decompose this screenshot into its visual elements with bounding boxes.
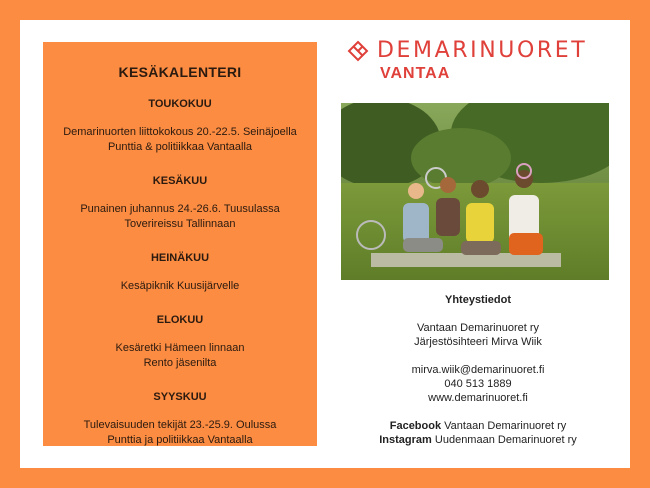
month-heading: SYYSKUU: [153, 391, 207, 403]
facebook-line: [341, 419, 615, 433]
group-picnic-photo: [341, 103, 609, 280]
event-item: Demarinuorten liittokokous 20.-22.5. Seinäjoella: [63, 126, 297, 138]
instagram-line: [341, 433, 615, 447]
contact-phone: 040 513 1889: [444, 378, 512, 390]
month-heading: ELOKUU: [156, 314, 204, 326]
event-item: Punttia ja politiikkaa Vantaalla: [107, 434, 253, 446]
month-events: [43, 202, 317, 232]
facebook-label: Facebook: [389, 420, 442, 432]
month-events: [43, 341, 317, 371]
contact-heading: Yhteystiedot: [444, 294, 511, 306]
month-heading: KESÄKUU: [152, 175, 208, 187]
photo-illustration: [341, 103, 609, 280]
contact-section: [341, 294, 615, 447]
month-events: [43, 279, 317, 294]
contact-secretary: Järjestösihteeri Mirva Wiik: [414, 336, 542, 348]
month-heading: TOUKOKUU: [148, 98, 212, 110]
event-item: Kesäretki Hämeen linnaan: [115, 342, 245, 354]
instagram-value[interactable]: Uudenmaan Demarinuoret ry: [434, 434, 577, 446]
brand-logo: [347, 38, 617, 98]
contact-org: Vantaan Demarinuoret ry: [416, 322, 540, 334]
event-item: Rento jäsenilta: [143, 357, 217, 369]
month-events: [43, 418, 317, 448]
event-item: Punainen juhannus 24.-26.6. Tuusulassa: [80, 203, 280, 215]
event-item: Toverireissu Tallinnaan: [124, 218, 236, 230]
event-item: Tulevaisuuden tekijät 23.-25.9. Oulussa: [83, 419, 277, 431]
rose-logo-icon: [347, 40, 369, 62]
contact-website[interactable]: www.demarinuoret.fi: [428, 392, 528, 404]
summer-calendar-panel: [43, 42, 317, 446]
event-item: Kesäpiknik Kuusijärvelle: [120, 280, 240, 292]
event-item: Punttia & politiikkaa Vantaalla: [107, 141, 253, 153]
calendar-title: KESÄKALENTERI: [118, 64, 242, 80]
instagram-label: Instagram: [379, 434, 432, 446]
month-events: [43, 125, 317, 155]
brand-subtitle: VANTAA: [380, 65, 451, 82]
brand-name: DEMARINUORET: [377, 38, 588, 63]
facebook-value[interactable]: Vantaan Demarinuoret ry: [444, 420, 567, 432]
contact-email[interactable]: mirva.wiik@demarinuoret.fi: [411, 364, 545, 376]
month-heading: HEINÄKUU: [150, 252, 210, 264]
